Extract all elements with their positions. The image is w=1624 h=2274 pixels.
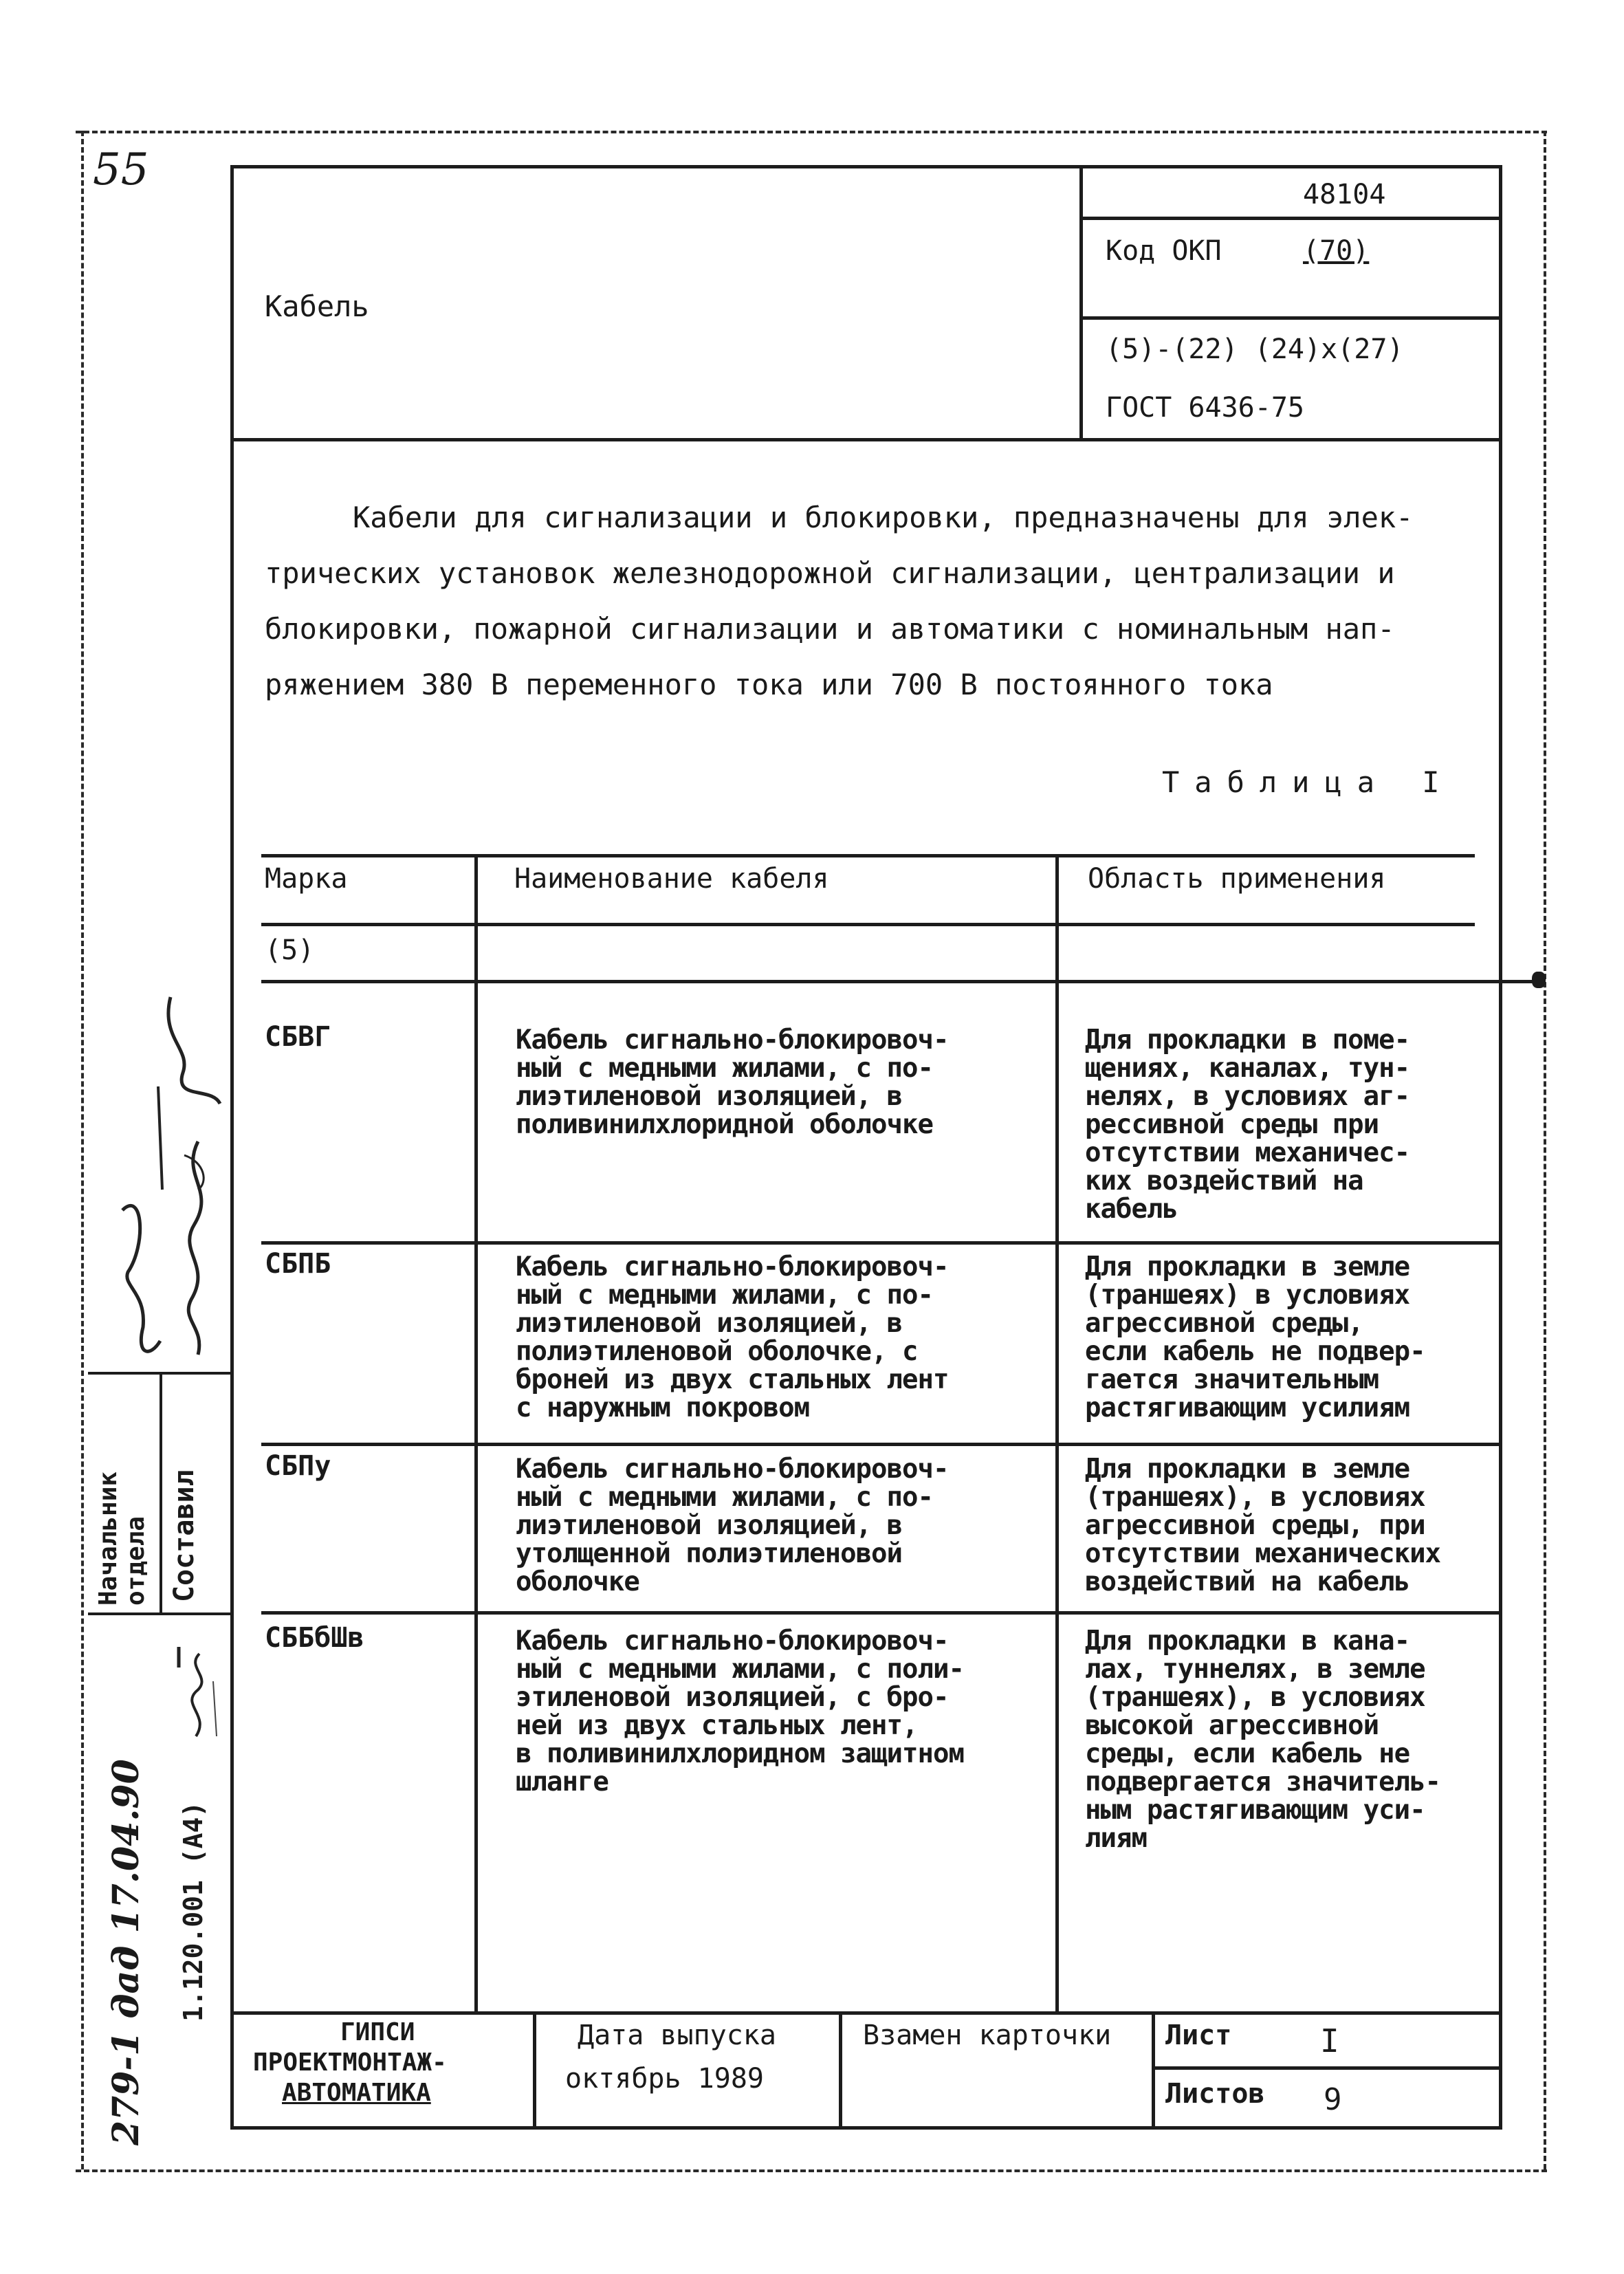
description-line: блокировки, пожарной сигнализации и автоматики с номинальным нап- xyxy=(265,612,1395,646)
page-number: 55 xyxy=(93,144,149,195)
outer-border-left xyxy=(81,131,84,2169)
row-name: Кабель сигнально-блокировоч- ный с медными жилами, с по- лиэтиленовой изоляцией, в полиэтиленовой оболочке, с броней из двух стальных лент с наружным покровом xyxy=(516,1251,949,1423)
table-col-divider-1 xyxy=(474,854,478,2015)
outer-border-top xyxy=(76,131,1547,133)
signature-stroke xyxy=(188,1141,201,1355)
row-name: Кабель сигнально-блокировоч- ный с медными жилами, с поли- этиленовой изоляцией, с бро- ней из двух стальных лент, в поливинилхлоридном защитном шланге xyxy=(516,1626,964,1797)
footer-divider-1 xyxy=(533,2011,536,2128)
row-use: Для прокладки в земле (траншеях) в условиях агрессивной среды, если кабель не подвер- гается значительным растягивающим усилиям xyxy=(1085,1251,1425,1423)
row-use: Для прокладки в земле (траншеях), в условиях агрессивной среды, при отсутствии механических воздействий на кабель xyxy=(1085,1454,1441,1597)
header-rule-1 xyxy=(1079,217,1502,220)
sheets-label: Листов xyxy=(1165,2078,1265,2110)
signature-stroke xyxy=(122,1205,160,1351)
replaces-card-label: Взамен карточки xyxy=(863,2020,1112,2051)
row-use: Для прокладки в кана- лах, туннелях, в земле (траншеях), в условиях высокой агрессивной среды, если кабель не подвергается значитель- ным растягивающим уси- лиям xyxy=(1085,1626,1441,1854)
date-signature-image xyxy=(158,1640,227,1743)
org-name-line3: АВТОМАТИКА xyxy=(282,2079,431,2107)
table-col-divider-2 xyxy=(1055,854,1059,2015)
signature-stroke xyxy=(213,1681,217,1736)
frame-bottom xyxy=(230,2126,1502,2130)
org-name-line1: ГИПСИ xyxy=(340,2018,415,2046)
row-mark: СББбШв xyxy=(265,1622,364,1654)
row-name: Кабель сигнально-блокировоч- ный с медными жилами, с по- лиэтиленовой изоляцией, в утолщенной полиэтиленовой оболочке xyxy=(516,1454,949,1597)
header-bottom-rule xyxy=(230,438,1502,441)
table-header-mark: Марка xyxy=(265,863,348,895)
sheet-label: Лист xyxy=(1165,2020,1232,2051)
signatures-image xyxy=(95,983,232,1368)
row-rule-3 xyxy=(261,1611,1502,1615)
table-top-rule xyxy=(261,854,1475,857)
row-use: Для прокладки в поме- щениях, каналах, тун- нелях, в условиях аг- рессивной среды при отсутствии механичес- ких воздействий на кабель xyxy=(1085,1025,1410,1225)
head-of-department-label: Начальник отдела xyxy=(94,1471,150,1606)
signature-stroke xyxy=(168,997,220,1104)
row-mark: СБВГ xyxy=(265,1021,331,1053)
product-title: Кабель xyxy=(265,289,369,323)
header-divider xyxy=(1079,165,1083,440)
document-code: 1.120.001 (А4) xyxy=(178,1801,208,2022)
row-mark: СБПу xyxy=(265,1450,331,1482)
outer-border-right xyxy=(1544,131,1546,2169)
handwritten-number: 279-1 дад 17.04.90 xyxy=(105,1759,147,2145)
header-rule-2 xyxy=(1079,316,1502,320)
template-code: (5)-(22) (24)x(27) xyxy=(1106,334,1404,365)
table-header-use: Область применения xyxy=(1088,863,1386,895)
frame-right xyxy=(1499,165,1502,2130)
description-line: Кабели для сигнализации и блокировки, предназначены для элек- xyxy=(353,501,1414,534)
table-header-name: Наименование кабеля xyxy=(514,863,829,895)
description-paragraph xyxy=(265,490,1461,712)
description-line: ряжением 380 В переменного тока или 700 В постоянного тока xyxy=(265,668,1273,701)
sheet-value: I xyxy=(1320,2022,1339,2059)
stamp-divider xyxy=(160,1372,162,1614)
description-line: трических установок железнодорожной сигнализации, централизации и xyxy=(265,556,1395,590)
row-rule-1 xyxy=(261,1241,1502,1245)
sheets-value: 9 xyxy=(1324,2082,1342,2117)
frame-top xyxy=(230,165,1502,168)
row-rule-2 xyxy=(261,1443,1502,1446)
product-code: 48104 xyxy=(1303,179,1386,210)
row-mark: СБПБ xyxy=(265,1248,331,1280)
standard-code: ГОСТ 6436-75 xyxy=(1106,392,1304,424)
table-code-rule xyxy=(261,980,1540,983)
signature-stroke xyxy=(158,1086,162,1190)
table-caption: Таблица I xyxy=(1162,765,1455,799)
table-code-row: (5) xyxy=(265,934,315,966)
compiler-label: Составил xyxy=(168,1469,200,1602)
footer-divider-3 xyxy=(1152,2011,1155,2128)
release-date-value: октябрь 1989 xyxy=(565,2063,764,2095)
okp-value: (70) xyxy=(1303,235,1370,267)
org-name-line2: ПРОЕКТМОНТАЖ- xyxy=(253,2048,447,2077)
okp-label: Код ОКП xyxy=(1106,235,1222,267)
row-name: Кабель сигнально-блокировоч- ный с медными жилами, с по- лиэтиленовой изоляцией, в поливинилхлоридной оболочке xyxy=(516,1025,949,1140)
footer-divider-2 xyxy=(839,2011,842,2128)
signature-stroke xyxy=(192,1654,201,1736)
table-header-rule xyxy=(261,923,1475,926)
release-date-label: Дата выпуска xyxy=(578,2020,776,2051)
outer-border-bottom xyxy=(76,2169,1547,2172)
registration-mark xyxy=(1532,972,1546,988)
footer-top-rule xyxy=(230,2011,1502,2015)
footer-sheet-rule xyxy=(1152,2066,1502,2070)
